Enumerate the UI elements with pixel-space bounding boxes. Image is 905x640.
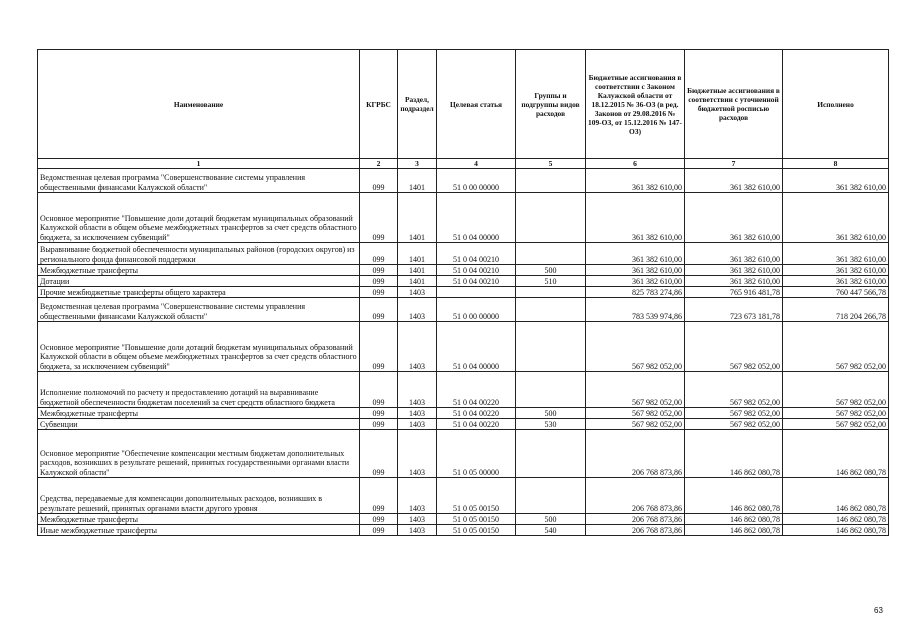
table-row bbox=[38, 276, 889, 287]
header-kgrbs: КГРБС bbox=[360, 50, 398, 159]
row-group bbox=[516, 169, 586, 193]
row-group bbox=[516, 478, 586, 514]
row-amount-refined: 723 673 181,78 bbox=[685, 298, 783, 322]
budget-table bbox=[37, 49, 889, 536]
row-section: 1401 bbox=[398, 169, 437, 193]
row-amount-refined: 567 982 052,00 bbox=[685, 372, 783, 408]
row-amount-refined: 146 862 080,78 bbox=[685, 478, 783, 514]
header-row bbox=[38, 50, 889, 159]
column-number: 3 bbox=[398, 159, 437, 169]
table-row bbox=[38, 478, 889, 514]
row-section: 1401 bbox=[398, 243, 437, 265]
row-amount-law: 783 539 974,86 bbox=[586, 298, 685, 322]
row-amount-refined: 765 916 481,78 bbox=[685, 287, 783, 298]
row-section: 1403 bbox=[398, 514, 437, 525]
table-row bbox=[38, 514, 889, 525]
row-amount-law: 567 982 052,00 bbox=[586, 372, 685, 408]
row-amount-law: 206 768 873,86 bbox=[586, 514, 685, 525]
row-target: 51 0 05 00000 bbox=[437, 430, 516, 478]
row-kgrbs: 099 bbox=[360, 372, 398, 408]
row-group bbox=[516, 287, 586, 298]
row-amount-executed: 361 382 610,00 bbox=[783, 193, 889, 243]
row-target: 51 0 04 00220 bbox=[437, 408, 516, 419]
table-row bbox=[38, 408, 889, 419]
row-name: Межбюджетные трансферты bbox=[38, 408, 360, 419]
row-kgrbs: 099 bbox=[360, 419, 398, 430]
table-row bbox=[38, 265, 889, 276]
row-amount-law: 361 382 610,00 bbox=[586, 193, 685, 243]
row-amount-executed: 567 982 052,00 bbox=[783, 408, 889, 419]
row-kgrbs: 099 bbox=[360, 265, 398, 276]
header-target: Целевая статья bbox=[437, 50, 516, 159]
page-number: 63 bbox=[874, 606, 883, 615]
header-col6: Бюджетные ассигнования в соответствии с Законом Калужской области от 18.12.2015 № 36-ОЗ (в ред. Законов от 29.08.2016 № 109-ОЗ, от 15.12.2016 № 147-ОЗ) bbox=[586, 50, 685, 159]
row-amount-executed: 760 447 566,78 bbox=[783, 287, 889, 298]
table-body bbox=[38, 169, 889, 536]
row-kgrbs: 099 bbox=[360, 478, 398, 514]
row-amount-law: 361 382 610,00 bbox=[586, 243, 685, 265]
row-amount-refined: 361 382 610,00 bbox=[685, 265, 783, 276]
row-amount-executed: 146 862 080,78 bbox=[783, 525, 889, 536]
row-section: 1403 bbox=[398, 287, 437, 298]
column-number: 7 bbox=[685, 159, 783, 169]
row-amount-refined: 567 982 052,00 bbox=[685, 322, 783, 372]
row-amount-refined: 146 862 080,78 bbox=[685, 525, 783, 536]
row-amount-executed: 361 382 610,00 bbox=[783, 276, 889, 287]
row-name: Межбюджетные трансферты bbox=[38, 265, 360, 276]
column-number: 6 bbox=[586, 159, 685, 169]
row-amount-refined: 361 382 610,00 bbox=[685, 243, 783, 265]
row-section: 1403 bbox=[398, 478, 437, 514]
header-col8: Исполнено bbox=[783, 50, 889, 159]
row-name: Основное мероприятие "Обеспечение компенсации местным бюджетам дополнительных расходов, возникших в результате решений, принятых государственными органами власти Калужской области" bbox=[38, 430, 360, 478]
row-kgrbs: 099 bbox=[360, 525, 398, 536]
row-kgrbs: 099 bbox=[360, 408, 398, 419]
column-number-row bbox=[38, 159, 889, 169]
row-name: Основное мероприятие "Повышение доли дотаций бюджетам муниципальных образований Калужской области в общем объеме межбюджетных трансфертов за счет средств областного бюджета, за исключением субвенций" bbox=[38, 322, 360, 372]
table-row bbox=[38, 287, 889, 298]
row-kgrbs: 099 bbox=[360, 298, 398, 322]
row-amount-law: 361 382 610,00 bbox=[586, 276, 685, 287]
row-target: 51 0 04 00220 bbox=[437, 419, 516, 430]
table-row bbox=[38, 525, 889, 536]
table-row bbox=[38, 298, 889, 322]
row-amount-refined: 567 982 052,00 bbox=[685, 408, 783, 419]
row-amount-executed: 361 382 610,00 bbox=[783, 169, 889, 193]
row-group bbox=[516, 372, 586, 408]
row-amount-refined: 361 382 610,00 bbox=[685, 193, 783, 243]
column-number: 5 bbox=[516, 159, 586, 169]
header-name: Наименование bbox=[38, 50, 360, 159]
row-amount-refined: 361 382 610,00 bbox=[685, 169, 783, 193]
row-name: Дотации bbox=[38, 276, 360, 287]
row-amount-law: 567 982 052,00 bbox=[586, 419, 685, 430]
row-amount-refined: 146 862 080,78 bbox=[685, 514, 783, 525]
row-amount-executed: 718 204 266,78 bbox=[783, 298, 889, 322]
row-section: 1401 bbox=[398, 276, 437, 287]
row-amount-law: 361 382 610,00 bbox=[586, 169, 685, 193]
row-group: 540 bbox=[516, 525, 586, 536]
column-number: 4 bbox=[437, 159, 516, 169]
row-target: 51 0 00 00000 bbox=[437, 169, 516, 193]
row-target: 51 0 04 00210 bbox=[437, 265, 516, 276]
row-name: Иные межбюджетные трансферты bbox=[38, 525, 360, 536]
row-target: 51 0 04 00000 bbox=[437, 322, 516, 372]
row-amount-refined: 146 862 080,78 bbox=[685, 430, 783, 478]
row-name: Средства, передаваемые для компенсации дополнительных расходов, возникших в результате решений, принятых органами власти другого уровня bbox=[38, 478, 360, 514]
row-amount-law: 567 982 052,00 bbox=[586, 322, 685, 372]
row-amount-executed: 567 982 052,00 bbox=[783, 419, 889, 430]
row-kgrbs: 099 bbox=[360, 514, 398, 525]
row-amount-law: 825 783 274,86 bbox=[586, 287, 685, 298]
row-amount-law: 206 768 873,86 bbox=[586, 430, 685, 478]
row-group bbox=[516, 298, 586, 322]
row-group bbox=[516, 243, 586, 265]
row-amount-executed: 361 382 610,00 bbox=[783, 265, 889, 276]
row-kgrbs: 099 bbox=[360, 169, 398, 193]
row-target: 51 0 04 00210 bbox=[437, 243, 516, 265]
row-name: Ведомственная целевая программа "Совершенствование системы управления общественными финансами Калужской области" bbox=[38, 169, 360, 193]
row-group bbox=[516, 322, 586, 372]
row-name: Выравнивание бюджетной обеспеченности муниципальных районов (городских округов) из регионального фонда финансовой поддержки bbox=[38, 243, 360, 265]
row-amount-law: 361 382 610,00 bbox=[586, 265, 685, 276]
row-amount-executed: 146 862 080,78 bbox=[783, 478, 889, 514]
row-target: 51 0 05 00150 bbox=[437, 514, 516, 525]
row-amount-law: 206 768 873,86 bbox=[586, 525, 685, 536]
row-name: Ведомственная целевая программа "Совершенствование системы управления общественными финансами Калужской области" bbox=[38, 298, 360, 322]
column-number: 2 bbox=[360, 159, 398, 169]
header-section: Раздел, подраздел bbox=[398, 50, 437, 159]
table-row bbox=[38, 169, 889, 193]
row-name: Исполнение полномочий по расчету и предоставлению дотаций на выравнивание бюджетной обеспеченности бюджетам поселений за счет средств областного бюджета bbox=[38, 372, 360, 408]
row-target: 51 0 04 00220 bbox=[437, 372, 516, 408]
row-kgrbs: 099 bbox=[360, 430, 398, 478]
row-section: 1403 bbox=[398, 525, 437, 536]
table-row bbox=[38, 419, 889, 430]
row-kgrbs: 099 bbox=[360, 193, 398, 243]
row-section: 1403 bbox=[398, 430, 437, 478]
row-kgrbs: 099 bbox=[360, 243, 398, 265]
row-group: 500 bbox=[516, 408, 586, 419]
row-amount-executed: 146 862 080,78 bbox=[783, 430, 889, 478]
row-amount-law: 567 982 052,00 bbox=[586, 408, 685, 419]
header-col7: Бюджетные ассигнования в соответствии с уточненной бюджетной росписью расходов bbox=[685, 50, 783, 159]
table-row bbox=[38, 430, 889, 478]
table-row bbox=[38, 243, 889, 265]
table-row bbox=[38, 322, 889, 372]
row-section: 1403 bbox=[398, 322, 437, 372]
row-section: 1403 bbox=[398, 408, 437, 419]
row-amount-executed: 567 982 052,00 bbox=[783, 372, 889, 408]
row-name: Основное мероприятие "Повышение доли дотаций бюджетам муниципальных образований Калужской области в общем объеме межбюджетных трансфертов за счет средств областного бюджета, за исключением субвенций" bbox=[38, 193, 360, 243]
row-group: 500 bbox=[516, 265, 586, 276]
row-target: 51 0 04 00000 bbox=[437, 193, 516, 243]
table-row bbox=[38, 372, 889, 408]
row-amount-executed: 361 382 610,00 bbox=[783, 243, 889, 265]
row-amount-executed: 567 982 052,00 bbox=[783, 322, 889, 372]
row-section: 1403 bbox=[398, 372, 437, 408]
row-amount-law: 206 768 873,86 bbox=[586, 478, 685, 514]
row-group: 510 bbox=[516, 276, 586, 287]
row-kgrbs: 099 bbox=[360, 322, 398, 372]
row-target: 51 0 00 00000 bbox=[437, 298, 516, 322]
header-groups: Группы и подгруппы видов расходов bbox=[516, 50, 586, 159]
row-group bbox=[516, 193, 586, 243]
row-section: 1401 bbox=[398, 265, 437, 276]
row-name: Субвенции bbox=[38, 419, 360, 430]
column-number: 8 bbox=[783, 159, 889, 169]
row-name: Прочие межбюджетные трансферты общего характера bbox=[38, 287, 360, 298]
row-target: 51 0 04 00210 bbox=[437, 276, 516, 287]
row-kgrbs: 099 bbox=[360, 276, 398, 287]
row-target: 51 0 05 00150 bbox=[437, 478, 516, 514]
table-row bbox=[38, 193, 889, 243]
row-group: 530 bbox=[516, 419, 586, 430]
row-kgrbs: 099 bbox=[360, 287, 398, 298]
row-amount-refined: 567 982 052,00 bbox=[685, 419, 783, 430]
row-amount-executed: 146 862 080,78 bbox=[783, 514, 889, 525]
row-amount-refined: 361 382 610,00 bbox=[685, 276, 783, 287]
row-target bbox=[437, 287, 516, 298]
row-section: 1401 bbox=[398, 193, 437, 243]
row-target: 51 0 05 00150 bbox=[437, 525, 516, 536]
row-group: 500 bbox=[516, 514, 586, 525]
budget-table-container bbox=[37, 49, 889, 536]
row-name: Межбюджетные трансферты bbox=[38, 514, 360, 525]
row-section: 1403 bbox=[398, 298, 437, 322]
row-section: 1403 bbox=[398, 419, 437, 430]
row-group bbox=[516, 430, 586, 478]
column-number: 1 bbox=[38, 159, 360, 169]
